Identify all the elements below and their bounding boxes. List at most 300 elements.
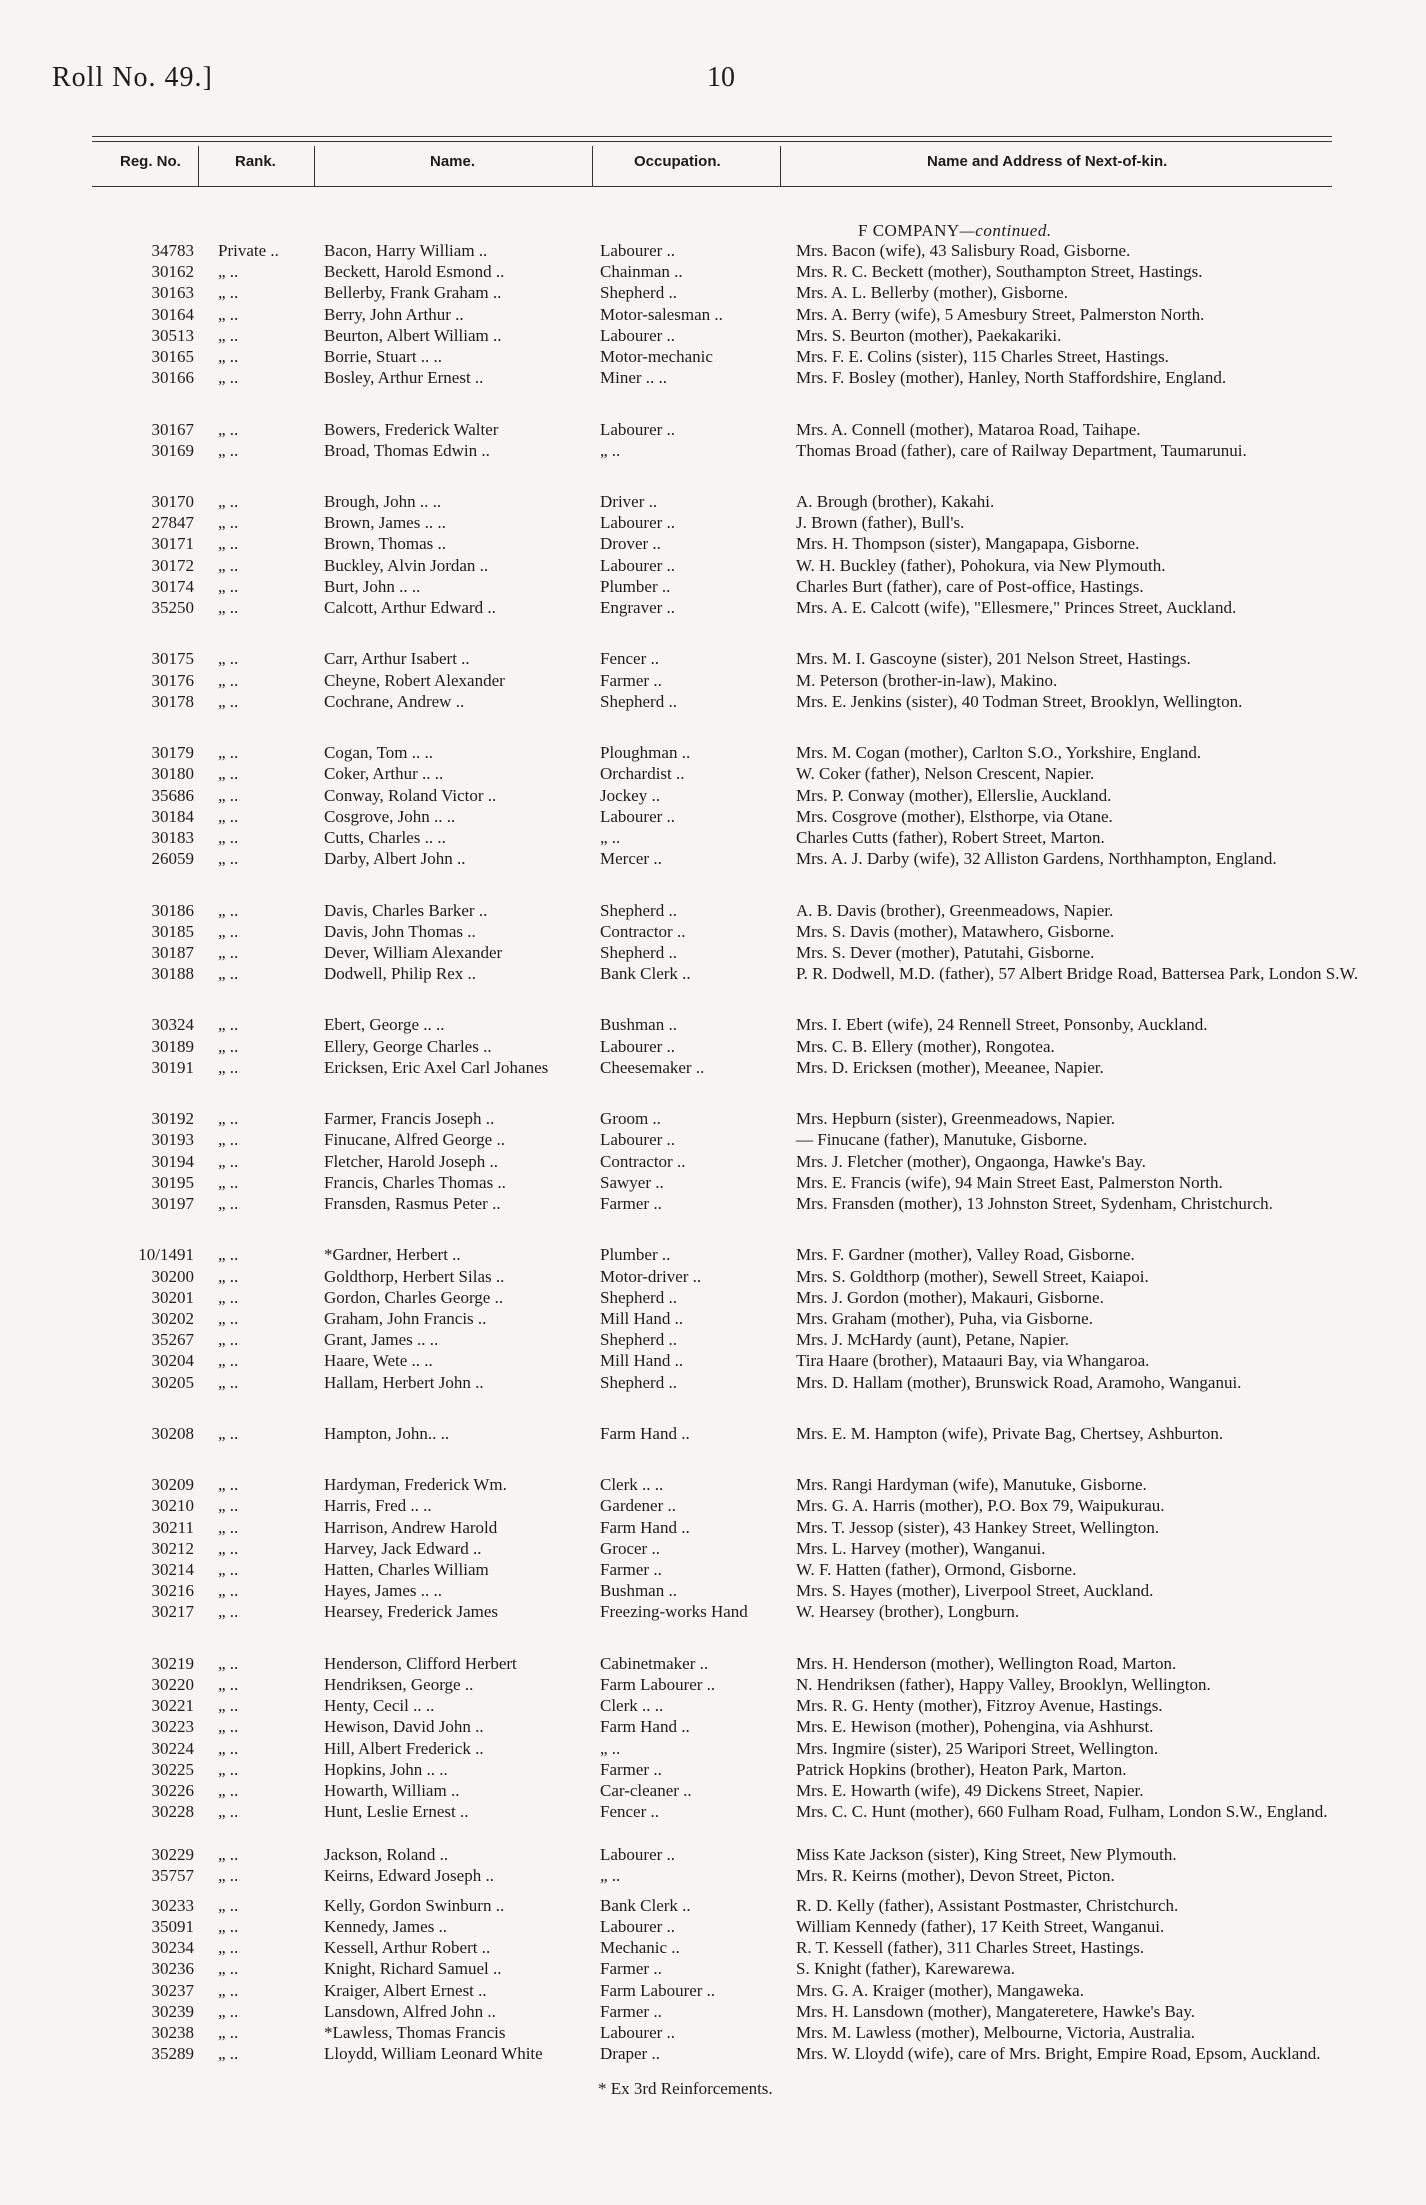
reg-no-cell: 30193 xyxy=(151,1130,194,1150)
name-cell: Hampton, John.. .. xyxy=(324,1423,450,1443)
rank-cell: „ .. xyxy=(218,849,239,869)
next-of-kin-cell: A. B. Davis (brother), Greenmeadows, Napier. xyxy=(796,900,1114,920)
next-of-kin-cell: Mrs. J. McHardy (aunt), Petane, Napier. xyxy=(796,1330,1069,1350)
rank-cell: „ .. xyxy=(218,670,239,690)
name-cell: Hewison, David John .. xyxy=(324,1717,484,1737)
next-of-kin-cell: W. H. Buckley (father), Pohokura, via New Plymouth. xyxy=(796,555,1166,575)
next-of-kin-cell: Mrs. A. Berry (wife), 5 Amesbury Street, Palmerston North. xyxy=(796,304,1205,324)
rank-cell: „ .. xyxy=(218,1738,239,1758)
reg-no-cell: 30210 xyxy=(151,1496,194,1516)
reg-no-cell: 30324 xyxy=(151,1015,194,1035)
rank-cell: „ .. xyxy=(218,1151,239,1171)
occupation-cell: Shepherd .. xyxy=(600,691,677,711)
table-row xyxy=(0,921,1426,942)
reg-no-cell: 26059 xyxy=(151,849,194,869)
next-of-kin-cell: Mrs. F. E. Colins (sister), 115 Charles Street, Hastings. xyxy=(796,346,1169,366)
reg-no-cell: 30183 xyxy=(151,827,194,847)
rank-cell: „ .. xyxy=(218,1330,239,1350)
occupation-cell: Labourer .. xyxy=(600,513,676,533)
occupation-cell: Plumber .. xyxy=(600,576,671,596)
reg-no-cell: 30225 xyxy=(151,1759,194,1779)
table-row xyxy=(0,325,1426,346)
name-cell: Beurton, Albert William .. xyxy=(324,325,502,345)
table-row xyxy=(0,691,1426,733)
col-reg-no: Reg. No. xyxy=(120,153,181,170)
rank-cell: „ .. xyxy=(218,785,239,805)
name-cell: Hopkins, John .. .. xyxy=(324,1759,448,1779)
name-cell: Cogan, Tom .. .. xyxy=(324,743,433,763)
reg-no-cell: 27847 xyxy=(151,513,194,533)
occupation-cell: Car-cleaner .. xyxy=(600,1780,692,1800)
reg-no-cell: 10/1491 xyxy=(138,1245,194,1265)
occupation-cell: Labourer .. xyxy=(600,1917,676,1937)
name-cell: Davis, John Thomas .. xyxy=(324,921,476,941)
name-cell: Buckley, Alvin Jordan .. xyxy=(324,555,489,575)
rank-cell: „ .. xyxy=(218,649,239,669)
name-cell: Coker, Arthur .. .. xyxy=(324,764,444,784)
table-row xyxy=(0,1601,1426,1643)
reg-no-cell: 30185 xyxy=(151,921,194,941)
table-row xyxy=(0,1036,1426,1057)
name-cell: Henderson, Clifford Herbert xyxy=(324,1653,517,1673)
name-cell: Ellery, George Charles .. xyxy=(324,1036,492,1056)
reg-no-cell: 35686 xyxy=(151,785,194,805)
table-row xyxy=(0,1151,1426,1172)
reg-no-cell: 30188 xyxy=(151,964,194,984)
rank-cell: „ .. xyxy=(218,691,239,711)
name-cell: Hill, Albert Frederick .. xyxy=(324,1738,484,1758)
next-of-kin-cell: Tira Haare (brother), Mataauri Bay, via Whangaroa. xyxy=(796,1351,1150,1371)
table-row xyxy=(0,1244,1426,1265)
name-cell: Borrie, Stuart .. .. xyxy=(324,346,443,366)
rank-cell: „ .. xyxy=(218,1308,239,1328)
reg-no-cell: 30162 xyxy=(151,262,194,282)
header-rule xyxy=(92,141,1332,142)
rank-cell: „ .. xyxy=(218,1581,239,1601)
rank-cell: „ .. xyxy=(218,1980,239,2000)
next-of-kin-cell: Thomas Broad (father), care of Railway Department, Taumarunui. xyxy=(796,440,1247,460)
occupation-cell: Fencer .. xyxy=(600,1802,660,1822)
table-row xyxy=(0,261,1426,282)
occupation-cell: Fencer .. xyxy=(600,649,660,669)
occupation-cell: Labourer .. xyxy=(600,555,676,575)
occupation-cell: Shepherd .. xyxy=(600,942,677,962)
name-cell: Goldthorp, Herbert Silas .. xyxy=(324,1266,505,1286)
name-cell: Beckett, Harold Esmond .. xyxy=(324,262,505,282)
table-row xyxy=(0,1329,1426,1350)
col-divider xyxy=(780,146,781,186)
occupation-cell: Farm Hand .. xyxy=(600,1423,690,1443)
name-cell: Ericksen, Eric Axel Carl Johanes xyxy=(324,1057,549,1077)
rank-cell: „ .. xyxy=(218,1759,239,1779)
table-row xyxy=(0,1916,1426,1937)
occupation-cell: Farmer .. xyxy=(600,1560,662,1580)
rank-cell: „ .. xyxy=(218,1351,239,1371)
reg-no-cell: 30229 xyxy=(151,1844,194,1864)
name-cell: Finucane, Alfred George .. xyxy=(324,1130,505,1150)
name-cell: Cosgrove, John .. .. xyxy=(324,806,456,826)
next-of-kin-cell: Mrs. A. Connell (mother), Mataroa Road, Taihape. xyxy=(796,419,1141,439)
occupation-cell: Labourer .. xyxy=(600,1036,676,1056)
rank-cell: „ .. xyxy=(218,534,239,554)
name-cell: Darby, Albert John .. xyxy=(324,849,466,869)
occupation-cell: Mercer .. xyxy=(600,849,662,869)
table-row xyxy=(0,963,1426,1005)
name-cell: Burt, John .. .. xyxy=(324,576,421,596)
name-cell: Harrison, Andrew Harold xyxy=(324,1517,498,1537)
reg-no-cell: 30209 xyxy=(151,1475,194,1495)
name-cell: Fransden, Rasmus Peter .. xyxy=(324,1193,501,1213)
reg-no-cell: 30513 xyxy=(151,325,194,345)
occupation-cell: Farm Hand .. xyxy=(600,1717,690,1737)
table-row xyxy=(0,2001,1426,2022)
table-row xyxy=(0,1308,1426,1329)
roll-table xyxy=(0,240,1426,2086)
reg-no-cell: 30212 xyxy=(151,1538,194,1558)
rank-cell: „ .. xyxy=(218,1266,239,1286)
reg-no-cell: 30170 xyxy=(151,492,194,512)
name-cell: Bellerby, Frank Graham .. xyxy=(324,283,502,303)
next-of-kin-cell: Patrick Hopkins (brother), Heaton Park, Marton. xyxy=(796,1759,1127,1779)
name-cell: Kraiger, Albert Ernest .. xyxy=(324,1980,487,2000)
name-cell: Berry, John Arthur .. xyxy=(324,304,464,324)
table-row xyxy=(0,1580,1426,1601)
reg-no-cell: 30165 xyxy=(151,346,194,366)
occupation-cell: Bushman .. xyxy=(600,1015,677,1035)
occupation-cell: Labourer .. xyxy=(600,2023,676,2042)
header-bottom-rule xyxy=(92,186,1332,187)
next-of-kin-cell: Mrs. Hepburn (sister), Greenmeadows, Napier. xyxy=(796,1109,1116,1129)
occupation-cell: Driver .. xyxy=(600,492,658,512)
reg-no-cell: 30175 xyxy=(151,649,194,669)
table-row xyxy=(0,648,1426,669)
occupation-cell: Farmer .. xyxy=(600,670,662,690)
occupation-cell: Clerk .. .. xyxy=(600,1475,664,1495)
table-row xyxy=(0,1716,1426,1737)
table-row xyxy=(0,1193,1426,1235)
name-cell: Bacon, Harry William .. xyxy=(324,241,488,260)
rank-cell: „ .. xyxy=(218,262,239,282)
reg-no-cell: 30205 xyxy=(151,1372,194,1392)
rank-cell: „ .. xyxy=(218,492,239,512)
next-of-kin-cell: P. R. Dodwell, M.D. (father), 57 Albert Bridge Road, Battersea Park, London S.W. xyxy=(796,964,1359,984)
reg-no-cell: 30236 xyxy=(151,1959,194,1979)
continued-label: —continued. xyxy=(959,221,1052,240)
rank-cell: „ .. xyxy=(218,1917,239,1937)
reg-no-cell: 30224 xyxy=(151,1738,194,1758)
table-row xyxy=(0,1844,1426,1865)
name-cell: *Gardner, Herbert .. xyxy=(324,1245,461,1265)
rank-cell: „ .. xyxy=(218,1423,239,1443)
rank-cell: „ .. xyxy=(218,1130,239,1150)
name-cell: Knight, Richard Samuel .. xyxy=(324,1959,502,1979)
name-cell: Lloydd, William Leonard White xyxy=(324,2044,543,2064)
table-row xyxy=(0,785,1426,806)
table-row xyxy=(0,1695,1426,1716)
occupation-cell: Draper .. xyxy=(600,2044,660,2064)
reg-no-cell: 30221 xyxy=(151,1696,194,1716)
reg-no-cell: 30166 xyxy=(151,368,194,388)
rank-cell: „ .. xyxy=(218,806,239,826)
occupation-cell: Clerk .. .. xyxy=(600,1696,664,1716)
name-cell: Conway, Roland Victor .. xyxy=(324,785,497,805)
name-cell: Hunt, Leslie Ernest .. xyxy=(324,1802,469,1822)
rank-cell: „ .. xyxy=(218,1674,239,1694)
rank-cell: „ .. xyxy=(218,1696,239,1716)
roll-number: Roll No. 49.] xyxy=(52,62,213,93)
next-of-kin-cell: Mrs. Rangi Hardyman (wife), Manutuke, Gisborne. xyxy=(796,1475,1147,1495)
next-of-kin-cell: Mrs. A. J. Darby (wife), 32 Alliston Gardens, Northhampton, England. xyxy=(796,849,1277,869)
rank-cell: „ .. xyxy=(218,2001,239,2021)
occupation-cell: Mill Hand .. xyxy=(600,1351,684,1371)
occupation-cell: Farm Labourer .. xyxy=(600,1980,716,2000)
name-cell: Davis, Charles Barker .. xyxy=(324,900,488,920)
next-of-kin-cell: Mrs. H. Henderson (mother), Wellington Road, Marton. xyxy=(796,1653,1177,1673)
occupation-cell: „ .. xyxy=(600,440,621,460)
next-of-kin-cell: W. Coker (father), Nelson Crescent, Napier. xyxy=(796,764,1095,784)
occupation-cell: Labourer .. xyxy=(600,806,676,826)
table-row xyxy=(0,1653,1426,1674)
next-of-kin-cell: Mrs. P. Conway (mother), Ellerslie, Auckland. xyxy=(796,785,1112,805)
next-of-kin-cell: Mrs. G. A. Kraiger (mother), Mangaweka. xyxy=(796,1980,1084,2000)
name-cell: Cheyne, Robert Alexander xyxy=(324,670,505,690)
name-cell: Francis, Charles Thomas .. xyxy=(324,1172,506,1192)
table-row xyxy=(0,1014,1426,1035)
reg-no-cell: 30187 xyxy=(151,942,194,962)
next-of-kin-cell: Mrs. M. Lawless (mother), Melbourne, Victoria, Australia. xyxy=(796,2023,1196,2042)
reg-no-cell: 30208 xyxy=(151,1423,194,1443)
reg-no-cell: 30186 xyxy=(151,900,194,920)
next-of-kin-cell: Mrs. T. Jessop (sister), 43 Hankey Street, Wellington. xyxy=(796,1517,1160,1537)
rank-cell: „ .. xyxy=(218,325,239,345)
name-cell: Harris, Fred .. .. xyxy=(324,1496,432,1516)
section-title xyxy=(858,221,1052,241)
name-cell: Cochrane, Andrew .. xyxy=(324,691,465,711)
table-row xyxy=(0,1266,1426,1287)
reg-no-cell: 30189 xyxy=(151,1036,194,1056)
rank-cell: „ .. xyxy=(218,419,239,439)
occupation-cell: Drover .. xyxy=(600,534,661,554)
occupation-cell: Farmer .. xyxy=(600,2001,662,2021)
reg-no-cell: 35091 xyxy=(151,1917,194,1937)
rank-cell: „ .. xyxy=(218,1653,239,1673)
next-of-kin-cell: N. Hendriksen (father), Happy Valley, Brooklyn, Wellington. xyxy=(796,1674,1211,1694)
table-row xyxy=(0,1958,1426,1979)
reg-no-cell: 30195 xyxy=(151,1172,194,1192)
next-of-kin-cell: A. Brough (brother), Kakahi. xyxy=(796,492,995,512)
rank-cell: „ .. xyxy=(218,1287,239,1307)
occupation-cell: Plumber .. xyxy=(600,1245,671,1265)
rank-cell: „ .. xyxy=(218,440,239,460)
next-of-kin-cell: Mrs. Fransden (mother), 13 Johnston Street, Sydenham, Christchurch. xyxy=(796,1193,1273,1213)
name-cell: Lansdown, Alfred John .. xyxy=(324,2001,496,2021)
rank-cell: „ .. xyxy=(218,2023,239,2042)
next-of-kin-cell: W. Hearsey (brother), Longburn. xyxy=(796,1602,1020,1622)
reg-no-cell: 35250 xyxy=(151,598,194,618)
next-of-kin-cell: M. Peterson (brother-in-law), Makino. xyxy=(796,670,1058,690)
occupation-cell: Cabinetmaker .. xyxy=(600,1653,709,1673)
rank-cell: „ .. xyxy=(218,1057,239,1077)
name-cell: Carr, Arthur Isabert .. xyxy=(324,649,470,669)
rank-cell: „ .. xyxy=(218,921,239,941)
next-of-kin-cell: Mrs. S. Dever (mother), Patutahi, Gisborne. xyxy=(796,942,1095,962)
reg-no-cell: 35757 xyxy=(151,1865,194,1885)
name-cell: Henty, Cecil .. .. xyxy=(324,1696,435,1716)
reg-no-cell: 30201 xyxy=(151,1287,194,1307)
occupation-cell: Contractor .. xyxy=(600,1151,686,1171)
next-of-kin-cell: Mrs. S. Beurton (mother), Paekakariki. xyxy=(796,325,1062,345)
occupation-cell: Mill Hand .. xyxy=(600,1308,684,1328)
reg-no-cell: 30239 xyxy=(151,2001,194,2021)
rank-cell: „ .. xyxy=(218,1865,239,1885)
table-row xyxy=(0,942,1426,963)
table-row xyxy=(0,1057,1426,1099)
table-row xyxy=(0,670,1426,691)
table-row xyxy=(0,763,1426,784)
rank-cell: „ .. xyxy=(218,1245,239,1265)
rank-cell: „ .. xyxy=(218,743,239,763)
table-row xyxy=(0,806,1426,827)
company-name: F COMPANY xyxy=(858,221,960,240)
rank-cell: „ .. xyxy=(218,827,239,847)
rank-cell: „ .. xyxy=(218,1496,239,1516)
col-divider xyxy=(198,146,199,186)
table-row xyxy=(0,1674,1426,1695)
reg-no-cell: 30176 xyxy=(151,670,194,690)
table-row xyxy=(0,346,1426,367)
occupation-cell: Farmer .. xyxy=(600,1759,662,1779)
reg-no-cell: 30169 xyxy=(151,440,194,460)
name-cell: Hallam, Herbert John .. xyxy=(324,1372,484,1392)
name-cell: Bowers, Frederick Walter xyxy=(324,419,499,439)
table-row xyxy=(0,282,1426,303)
next-of-kin-cell: Mrs. R. Keirns (mother), Devon Street, Picton. xyxy=(796,1865,1115,1885)
occupation-cell: Shepherd .. xyxy=(600,283,677,303)
col-next-of-kin: Name and Address of Next-of-kin. xyxy=(927,153,1168,170)
next-of-kin-cell: Mrs. A. L. Bellerby (mother), Gisborne. xyxy=(796,283,1068,303)
table-row xyxy=(0,742,1426,763)
occupation-cell: Shepherd .. xyxy=(600,1287,677,1307)
occupation-cell: Labourer .. xyxy=(600,1844,676,1864)
page-number: 10 xyxy=(707,62,735,93)
name-cell: Broad, Thomas Edwin .. xyxy=(324,440,490,460)
next-of-kin-cell: Mrs. F. Gardner (mother), Valley Road, Gisborne. xyxy=(796,1245,1135,1265)
name-cell: Kessell, Arthur Robert .. xyxy=(324,1938,491,1958)
reg-no-cell: 30171 xyxy=(151,534,194,554)
occupation-cell: Mechanic .. xyxy=(600,1938,680,1958)
reg-no-cell: 30191 xyxy=(151,1057,194,1077)
table-row xyxy=(0,1287,1426,1308)
reg-no-cell: 30172 xyxy=(151,555,194,575)
occupation-cell: „ .. xyxy=(600,1865,621,1885)
next-of-kin-cell: — Finucane (father), Manutuke, Gisborne. xyxy=(796,1130,1088,1150)
next-of-kin-cell: Mrs. Graham (mother), Puha, via Gisborne. xyxy=(796,1308,1093,1328)
occupation-cell: Grocer .. xyxy=(600,1538,660,1558)
rank-cell: „ .. xyxy=(218,764,239,784)
rank-cell: „ .. xyxy=(218,1372,239,1392)
rank-cell: „ .. xyxy=(218,555,239,575)
next-of-kin-cell: S. Knight (father), Karewarewa. xyxy=(796,1959,1016,1979)
table-row xyxy=(0,304,1426,325)
reg-no-cell: 30167 xyxy=(151,419,194,439)
col-occupation: Occupation. xyxy=(634,153,721,170)
next-of-kin-cell: W. F. Hatten (father), Ormond, Gisborne. xyxy=(796,1560,1077,1580)
next-of-kin-cell: Mrs. J. Fletcher (mother), Ongaonga, Hawke's Bay. xyxy=(796,1151,1146,1171)
col-divider xyxy=(592,146,593,186)
reg-no-cell: 35267 xyxy=(151,1330,194,1350)
rank-cell: „ .. xyxy=(218,368,239,388)
next-of-kin-cell: Mrs. W. Lloydd (wife), care of Mrs. Bright, Empire Road, Epsom, Auckland. xyxy=(796,2044,1321,2064)
reg-no-cell: 30233 xyxy=(151,1895,194,1915)
name-cell: Jackson, Roland .. xyxy=(324,1844,449,1864)
name-cell: Grant, James .. .. xyxy=(324,1330,439,1350)
reg-no-cell: 30237 xyxy=(151,1980,194,2000)
table-row xyxy=(0,1980,1426,2001)
occupation-cell: Sawyer .. xyxy=(600,1172,664,1192)
next-of-kin-cell: Mrs. L. Harvey (mother), Wanganui. xyxy=(796,1538,1046,1558)
table-row xyxy=(0,1108,1426,1129)
reg-no-cell: 30223 xyxy=(151,1717,194,1737)
reg-no-cell: 30217 xyxy=(151,1602,194,1622)
rank-cell: „ .. xyxy=(218,1938,239,1958)
name-cell: Dodwell, Philip Rex .. xyxy=(324,964,477,984)
reg-no-cell: 30234 xyxy=(151,1938,194,1958)
table-row xyxy=(0,512,1426,533)
name-cell: Hardyman, Frederick Wm. xyxy=(324,1475,507,1495)
rank-cell: „ .. xyxy=(218,346,239,366)
occupation-cell: Bushman .. xyxy=(600,1581,677,1601)
occupation-cell: Cheesemaker .. xyxy=(600,1057,705,1077)
rank-cell: „ .. xyxy=(218,283,239,303)
table-row xyxy=(0,1517,1426,1538)
rank-cell: „ .. xyxy=(218,2044,239,2064)
reg-no-cell: 30214 xyxy=(151,1560,194,1580)
name-cell: Hayes, James .. .. xyxy=(324,1581,443,1601)
rank-cell: „ .. xyxy=(218,304,239,324)
table-row xyxy=(0,1759,1426,1780)
reg-no-cell: 30211 xyxy=(152,1517,194,1537)
rank-cell: „ .. xyxy=(218,964,239,984)
rank-cell: „ .. xyxy=(218,1780,239,1800)
col-name: Name. xyxy=(430,153,476,170)
name-cell: Farmer, Francis Joseph .. xyxy=(324,1109,495,1129)
rank-cell: „ .. xyxy=(218,942,239,962)
reg-no-cell: 30174 xyxy=(151,576,194,596)
reg-no-cell: 30192 xyxy=(151,1109,194,1129)
next-of-kin-cell: Mrs. G. A. Harris (mother), P.O. Box 79, Waipukurau. xyxy=(796,1496,1165,1516)
next-of-kin-cell: Mrs. D. Hallam (mother), Brunswick Road, Aramoho, Wanganui. xyxy=(796,1372,1242,1392)
name-cell: Hendriksen, George .. xyxy=(324,1674,474,1694)
occupation-cell: Shepherd .. xyxy=(600,1330,677,1350)
rank-cell: „ .. xyxy=(218,1015,239,1035)
occupation-cell: Farmer .. xyxy=(600,1193,662,1213)
reg-no-cell: 30228 xyxy=(151,1802,194,1822)
reg-no-cell: 30200 xyxy=(151,1266,194,1286)
occupation-cell: „ .. xyxy=(600,827,621,847)
rank-cell: „ .. xyxy=(218,1602,239,1622)
rank-cell: „ .. xyxy=(218,1172,239,1192)
name-cell: Bosley, Arthur Ernest .. xyxy=(324,368,484,388)
table-row xyxy=(0,419,1426,440)
next-of-kin-cell: Mrs. E. M. Hampton (wife), Private Bag, Chertsey, Ashburton. xyxy=(796,1423,1224,1443)
occupation-cell: Motor-driver .. xyxy=(600,1266,702,1286)
occupation-cell: „ .. xyxy=(600,1738,621,1758)
next-of-kin-cell: Mrs. R. G. Henty (mother), Fitzroy Avenue, Hastings. xyxy=(796,1696,1163,1716)
table-row xyxy=(0,1738,1426,1759)
occupation-cell: Shepherd .. xyxy=(600,900,677,920)
next-of-kin-cell: Mrs. J. Gordon (mother), Makauri, Gisborne. xyxy=(796,1287,1104,1307)
next-of-kin-cell: Mrs. H. Thompson (sister), Mangapapa, Gisborne. xyxy=(796,534,1140,554)
